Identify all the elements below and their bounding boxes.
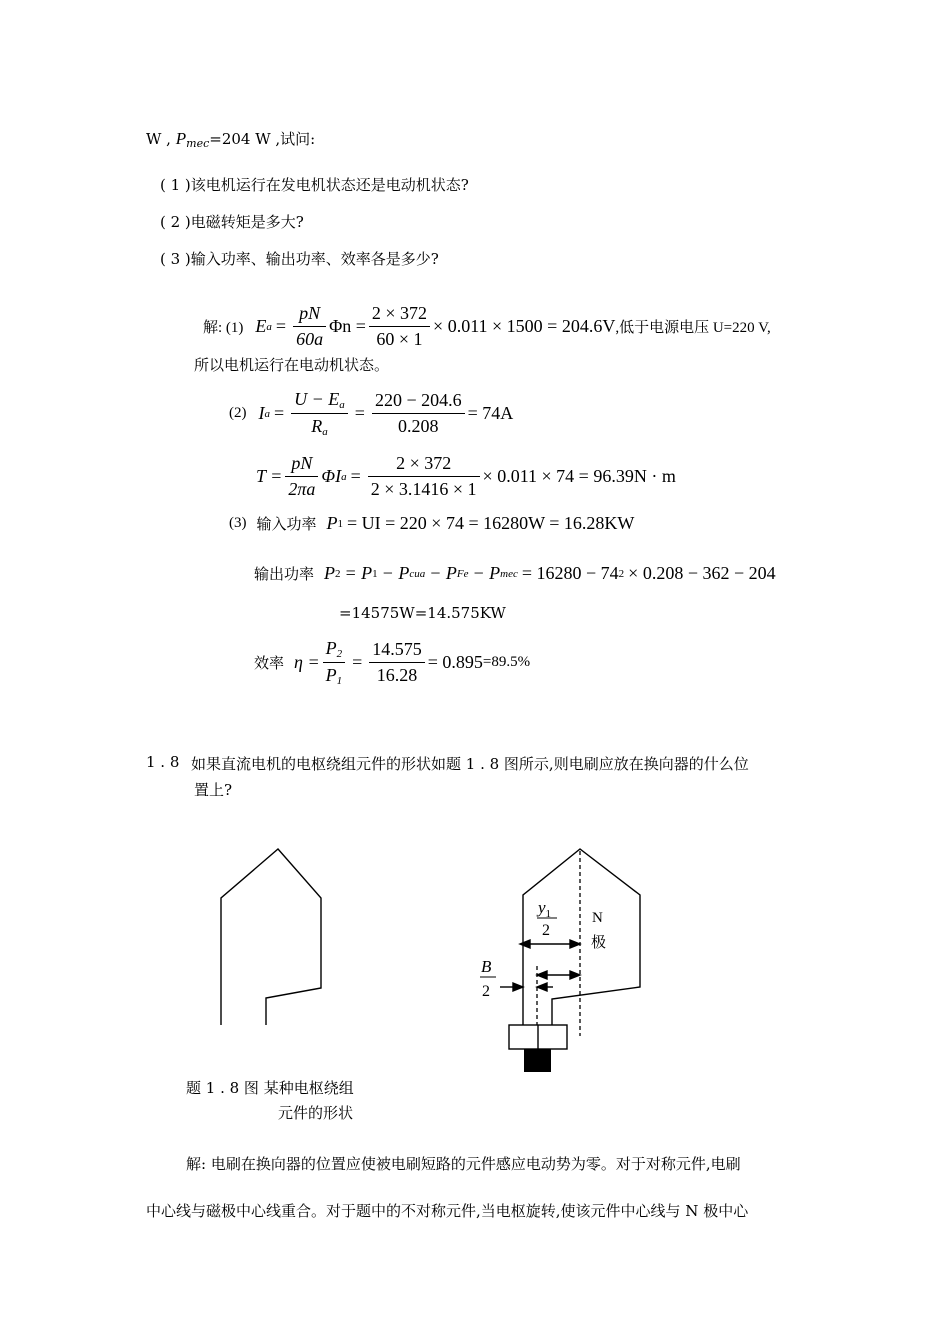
frac-num-sub: 2 [336,648,343,660]
frac-den-sub: 1 [336,675,343,687]
frac-den: 2 × 3.1416 × 1 [368,476,480,500]
problem-number: 1 . 8 [146,753,180,771]
figure-caption-line2: 元件的形状 [278,1104,354,1122]
answer-line2: 中心线与磁极中心线重合。对于题中的不对称元件,当电枢旋转,使该元件中心线与 N 极中心 [146,1202,749,1220]
p2-symbol: P [324,563,336,583]
output-term-d: − P [472,563,501,583]
solution-2-current: (2) I a = $\frac{U - E_a}{R_a}$ = $\frac{220 - 204.6}{0.208}$ = 74A [229,389,514,438]
label-y1: $y_1$ [538,898,552,920]
efficiency-label: 效率 [254,656,285,672]
problem-text-line1: 如果直流电机的电枢绕组元件的形状如题 1 . 8 图所示,则电刷应放在换向器的什么位 [191,755,749,773]
solution-3-label: (3) [229,515,247,531]
frac-den: R [311,416,323,436]
p1-symbol: P [326,513,338,533]
label-n: N [592,910,603,926]
frac-num: 2 × 372 [396,453,452,473]
output-power-label: 输出功率 [254,567,315,583]
p2-sub: 2 [335,567,341,580]
efficiency-percent: =89.5% [482,654,531,670]
output-term-f: × 0.208 − 362 − 204 [628,563,776,583]
frac-num: 2 × 372 [371,303,428,323]
question-2: ( 2 )电磁转矩是多大? [160,213,304,231]
torque-result: × 0.011 × 74 = 96.39N · m [482,466,676,486]
label-pole: 极 [591,935,607,951]
phi-n: Φn = [329,316,366,336]
eta-symbol: η = [294,652,320,672]
answer-line1: 解: 电刷在换向器的位置应使被电刷短路的元件感应电动势为零。对于对称元件,电刷 [186,1155,741,1173]
ea-symbol: E [255,316,267,336]
right-coil-shape [523,849,640,1025]
brush-block [524,1049,551,1072]
intro-pmec: P [175,129,187,148]
b-half-dimension-arrows [500,983,553,991]
ea-sub: a [266,320,272,333]
problem-text-line2: 置上? [194,781,233,799]
torque-symbol: T = [256,466,283,486]
efficiency-result: = 0.895 [427,652,483,672]
output-power-result: =14575W=14.575KW [339,604,506,622]
p1-sub: 1 [337,517,344,530]
intro-pmec-sub: mec [186,137,210,150]
frac-den-sub: a [322,426,328,438]
input-power-result: = UI = 220 × 74 = 16280W = 16.28KW [347,513,635,533]
ia-sub: a [264,407,270,420]
solution-3-efficiency: 效率 η = $\frac{P_2}{P_1}$ = $\frac{14.575}{16.28}$ = 0.895 =89.5% [254,638,531,687]
frac-den: 60a [293,326,326,350]
frac-num: P [325,638,337,658]
phi-ia-sub: a [341,470,347,483]
phi-ia: ΦI [321,466,342,486]
question-1: ( 1 )该电机运行在发电机状态还是电动机状态? [160,176,469,194]
frac-num: 220 − 204.6 [374,390,462,410]
frac-num: 14.575 [372,639,422,659]
frac-num: pN [299,303,321,323]
output-term-e-sup: 2 [618,567,625,580]
frac-den: 16.28 [369,662,425,686]
offset-dimension-arrow [537,971,580,979]
output-term-c-sub: Fe [456,567,469,580]
ea-result: × 0.011 × 1500 = 204.6V [433,316,616,336]
frac-num: pN [291,453,313,473]
label-b: B [481,957,492,976]
frac-num-sub: a [339,399,345,411]
solution-2-torque: T = $\frac{pN}{2\pi a}$ ΦI a = $\frac{2 \times 372}{2 \times 3.1416 \times 1}$ × 0.011 × 74 = 96.39N · m [256,453,676,499]
figure-caption-line1: 题 1 . 8 图 某种电枢绕组 [186,1079,354,1097]
solution-1-equation: 解: (1) E a = $\frac{pN}{60a}$ Φn = $\frac{2 \times 372}{60 \times 1}$ × 0.011 × 1500 = 204.6V ,低于电源电压 U=220 V, [203,303,771,349]
input-power-label: 输入功率 [256,517,317,533]
intro-unit: W , [146,130,171,148]
question-3: ( 3 )输入功率、输出功率、效率各是多少? [160,250,439,268]
frac-den: 2πa [285,476,318,500]
output-term-e: = 16280 − 74 [521,563,619,583]
left-coil-shape [221,849,321,1025]
output-term-b-sub: cua [409,567,426,580]
label-b-denominator: 2 [482,983,490,1000]
output-term-b: − P [381,563,410,583]
output-term-c: − P [429,563,457,583]
frac-num: U − E [294,389,340,409]
frac-den: 0.208 [372,413,465,437]
output-term-d-sub: mec [500,567,518,580]
solution-1-prefix: 解: (1) [203,320,244,336]
frac-den: 60 × 1 [369,326,430,350]
intro-pmec-value: =204 W ,试问: [209,130,316,148]
output-term-a: = P [344,563,373,583]
ia-symbol: I [258,403,265,423]
label-y1-denominator: 2 [542,922,550,939]
ea-comment: ,低于电源电压 U=220 V, [615,320,771,336]
ia-result: = 74A [467,403,514,423]
output-term-a-sub: 1 [372,567,378,580]
solution-2-label: (2) [229,405,247,421]
frac-den: P [325,665,337,685]
solution-1-conclusion: 所以电机运行在电动机状态。 [194,356,390,374]
y1-half-dimension-arrow [520,940,580,948]
